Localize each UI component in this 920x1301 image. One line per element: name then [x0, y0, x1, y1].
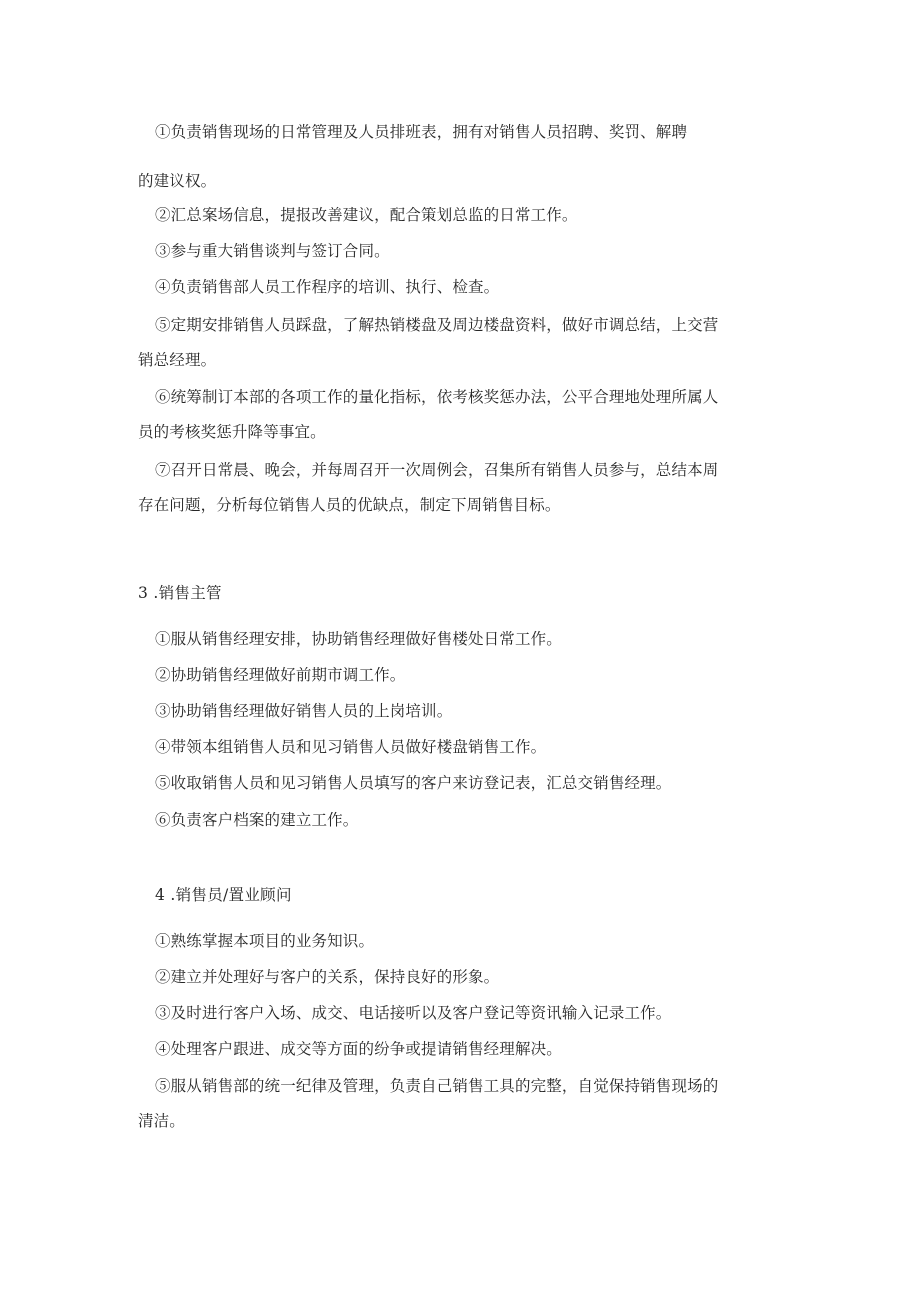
duty-paragraph-line: 销总经理。: [138, 351, 217, 369]
section-heading-sales-consultant: 4 .销售员/置业顾问: [155, 886, 292, 904]
duty-list-item: ⑤服从销售部的统一纪律及管理，负责自己销售工具的完整，自觉保持销售现场的: [155, 1077, 719, 1095]
duty-list-item: ③及时进行客户入场、成交、电话接听以及客户登记等资讯输入记录工作。: [155, 1004, 672, 1022]
duty-paragraph-line: ④负责销售部人员工作程序的培训、执行、检查。: [155, 278, 500, 296]
duty-paragraph-line: ⑦召开日常晨、晚会，并每周召开一次周例会，召集所有销售人员参与，总结本周: [155, 461, 719, 479]
duty-paragraph-line: 的建议权。: [138, 172, 217, 190]
duty-list-item: ①熟练掌握本项目的业务知识。: [155, 932, 375, 950]
duty-paragraph-line: 存在问题，分析每位销售人员的优缺点，制定下周销售目标。: [138, 496, 561, 514]
duty-list-item: 清洁。: [138, 1112, 185, 1130]
duty-paragraph-line: 员的考核奖惩升降等事宜。: [138, 423, 326, 441]
duty-paragraph-line: ⑥统筹制订本部的各项工作的量化指标，依考核奖惩办法，公平合理地处理所属人: [155, 388, 719, 406]
duty-list-item: ④带领本组销售人员和见习销售人员做好楼盘销售工作。: [155, 738, 547, 756]
duty-list-item: ①服从销售经理安排，协助销售经理做好售楼处日常工作。: [155, 630, 562, 648]
duty-list-item: ②协助销售经理做好前期市调工作。: [155, 666, 406, 684]
duty-list-item: ⑤收取销售人员和见习销售人员填写的客户来访登记表，汇总交销售经理。: [155, 774, 672, 792]
duty-list-item: ②建立并处理好与客户的关系，保持良好的形象。: [155, 968, 500, 986]
duty-paragraph-line: ①负责销售现场的日常管理及人员排班表，拥有对销售人员招聘、奖罚、解聘: [155, 123, 688, 141]
duty-list-item: ④处理客户跟进、成交等方面的纷争或提请销售经理解决。: [155, 1040, 562, 1058]
duty-paragraph-line: ⑤定期安排销售人员踩盘，了解热销楼盘及周边楼盘资料，做好市调总结，上交营: [155, 316, 719, 334]
duty-paragraph-line: ②汇总案场信息，提报改善建议，配合策划总监的日常工作。: [155, 206, 578, 224]
section-heading-sales-supervisor: 3 .销售主管: [138, 584, 222, 602]
duty-list-item: ⑥负责客户档案的建立工作。: [155, 811, 359, 829]
duty-list-item: ③协助销售经理做好销售人员的上岗培训。: [155, 702, 453, 720]
duty-paragraph-line: ③参与重大销售谈判与签订合同。: [155, 242, 390, 260]
